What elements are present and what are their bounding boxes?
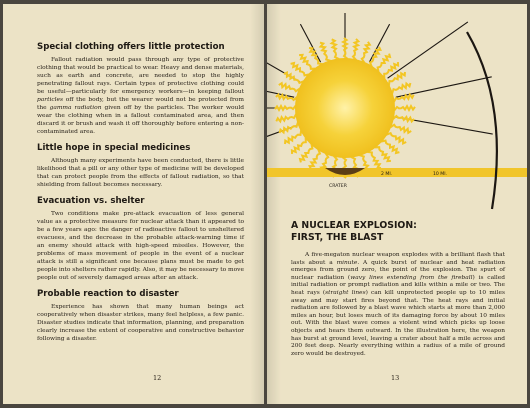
fireball bbox=[295, 58, 395, 158]
body-paragraph bbox=[37, 56, 244, 136]
blast-wave-arc bbox=[467, 32, 497, 209]
page-number-right: 13 bbox=[391, 374, 400, 382]
body-paragraph bbox=[291, 252, 505, 358]
body-paragraph bbox=[37, 303, 244, 343]
radiation-wavy-line bbox=[360, 42, 370, 63]
blast-heading-line1: A NUCLEAR EXPLOSION: bbox=[291, 220, 417, 231]
radiation-wavy-line bbox=[279, 83, 300, 93]
blast-heading-line2: FIRST, THE BLAST bbox=[291, 232, 384, 243]
emphasis-text: straight lines bbox=[325, 289, 366, 296]
heat-ray-line bbox=[300, 24, 320, 62]
radiation-wavy-line bbox=[310, 151, 323, 170]
radiation-wavy-line bbox=[320, 43, 329, 64]
text-run: ) is called initial radiation or prompt radiation and kills within a mile or two. The heat rays ( bbox=[291, 274, 505, 296]
text-run: Fallout radiation would pass through any type of protective clothing that would be practical to wear. Heavy and dense materials, such as earth and concrete, are needed to stop the highly penetrating fallout rays. Certain types of protective clothing could be useful—particularly for emergency workers—in keeping fallout bbox=[37, 57, 244, 95]
section-heading: Little hope in special medicines bbox=[37, 143, 191, 153]
text-run: A quick burst of nuclear and heat radiation emerges from ground zero, the point of the explosion. The spurt of nuclear radiation ( bbox=[291, 259, 505, 281]
emphasis-text: minute. bbox=[336, 259, 360, 266]
radiation-wavy-line bbox=[276, 95, 298, 102]
radiation-wavy-line bbox=[369, 149, 381, 168]
radiation-wavy-line bbox=[393, 115, 415, 122]
text-run: given off by the particles. The worker would wear the clothing when in a fallout contaminated area, and then discard it or brush and wash it off thoroughly before entering a non-contaminated area. bbox=[37, 105, 244, 135]
radiation-wavy-line bbox=[367, 47, 380, 66]
ground-label-crater: CRATER bbox=[329, 184, 347, 189]
emphasis-text: wavy lines extending from the fireball bbox=[350, 274, 473, 281]
radiation-wavy-line bbox=[280, 124, 301, 133]
left-page bbox=[3, 4, 264, 404]
radiation-wavy-line bbox=[285, 132, 304, 144]
emphasis-text: particles bbox=[37, 97, 64, 103]
radiation-wavy-line bbox=[390, 83, 411, 92]
ground-label-10-mi: 10 MI. bbox=[433, 172, 448, 177]
blast-heading bbox=[291, 220, 501, 244]
radiation-wavy-line bbox=[352, 39, 359, 61]
text-run: off the body, but the wearer would not be protected from the bbox=[37, 97, 244, 111]
radiation-wavy-line bbox=[393, 106, 415, 110]
heat-ray-line bbox=[388, 22, 468, 78]
body-paragraph bbox=[37, 157, 244, 189]
radiation-wavy-line bbox=[391, 123, 412, 133]
left-page-content bbox=[37, 42, 244, 343]
nuclear-blast-diagram bbox=[267, 4, 527, 214]
section-heading: Evacuation vs. shelter bbox=[37, 196, 145, 206]
radiation-wavy-line bbox=[276, 115, 298, 121]
text-run: Two conditions make pre-attack evacuation of less general value as a protective measure for nuclear attack than it appeared to be a few years ago: the danger of radioactive fallout to unsheltered evacuees, and the decrease in the probable attack-warning time if an enemy should attack with high-speed missiles. However, the problems of mass movement of people in the event of a nuclear attack is still a significant one because plans must be made to get people into shelters rather rapidly. Also, it may be necessary to move people out of severely damaged areas after an attack. bbox=[37, 211, 244, 281]
section-heading: Probable reaction to disaster bbox=[37, 289, 179, 299]
text-run: Experience has shown that many human beings act cooperatively when disaster strikes, many feel helpless, a few panic. Disaster studies indicate that information, planning, and preparation clearly increase the extent of cooperative and constructive behavior following a disaster. bbox=[37, 304, 244, 342]
radiation-wavy-line bbox=[381, 62, 399, 77]
radiation-wavy-line bbox=[292, 139, 310, 154]
right-page bbox=[267, 4, 527, 404]
ground-band bbox=[267, 168, 527, 177]
radiation-wavy-line bbox=[343, 38, 347, 60]
text-run: Although many experiments have been conducted, there is little likelihood that a pill or any other type of medicine will be developed that can protect people from the effects of fallout radiation, so that shielding from fallout becomes necessary. bbox=[37, 158, 244, 188]
radiation-wavy-line bbox=[284, 73, 303, 86]
page-number-left: 12 bbox=[153, 374, 162, 382]
emphasis-text: gamma radiation bbox=[49, 105, 102, 111]
blast-body-text bbox=[291, 252, 505, 358]
text-run: ) can kill unprotected people up to 10 miles away and may start fires beyond that. The heat rays and initial radiation are followed by a blast wave which starts at more than 2,000 miles an hour, but loses much of its damaging force by about 10 miles out. With the blast wave comes a violent wind which picks up loose objects and hears them outward. In the illustration here, the weapon has burst at ground level, leaving a crater about half a mile across and 200 feet deep. Nearly everything within a radius of a mile of ground zero would be destroyed. bbox=[291, 289, 505, 357]
radiation-wavy-line bbox=[299, 55, 314, 73]
body-paragraph bbox=[37, 210, 244, 282]
text-run: A five-megaton nuclear weapon explodes with a brilliant flash that lasts about a bbox=[291, 252, 505, 266]
ground-label-2-mi: 2 MI. bbox=[381, 172, 393, 177]
radiation-wavy-line bbox=[332, 39, 338, 61]
radiation-wavy-line bbox=[275, 106, 297, 110]
radiation-wavy-line bbox=[309, 48, 321, 67]
radiation-wavy-line bbox=[376, 144, 391, 162]
section-heading: Special clothing offers little protection bbox=[37, 42, 225, 52]
radiation-wavy-line bbox=[388, 130, 407, 143]
